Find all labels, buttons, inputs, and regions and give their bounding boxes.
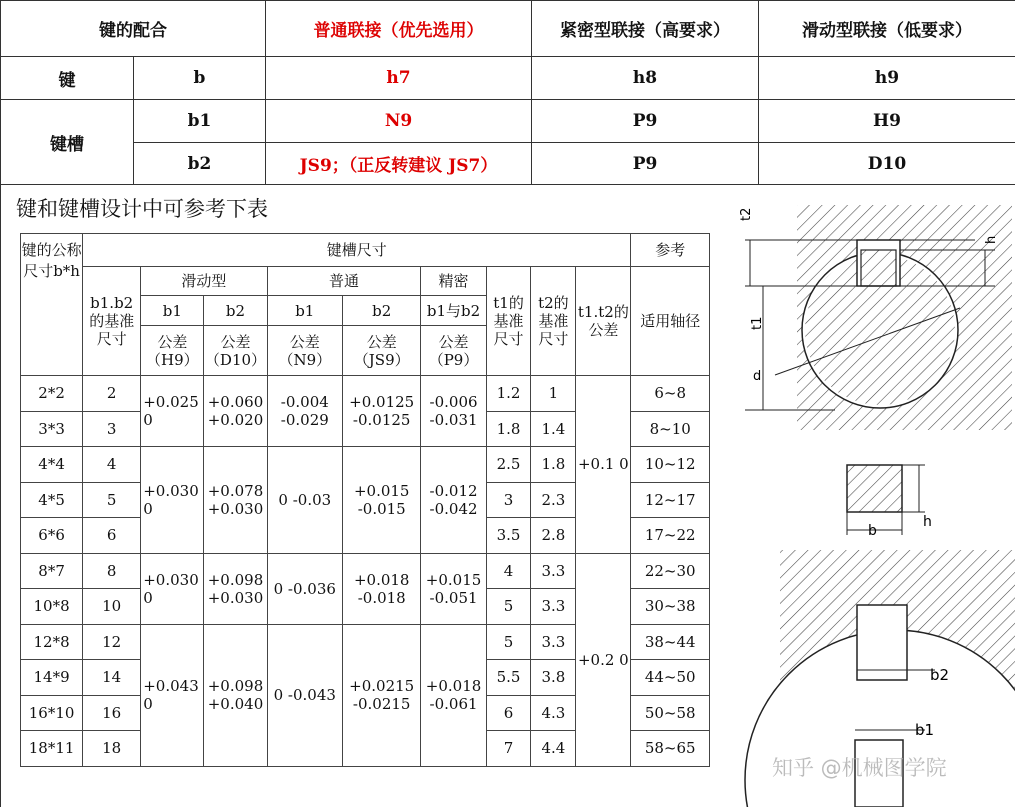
cell: 7 <box>486 731 531 767</box>
sub-b2: b2 <box>342 296 420 326</box>
cell: 2 <box>83 376 141 412</box>
cell: H9 <box>759 100 1015 143</box>
cell: b1 <box>134 100 266 143</box>
sub-b1b2: b1与b2 <box>421 296 486 326</box>
cell: 38~44 <box>631 624 710 660</box>
sub-b2: b2 <box>204 296 267 326</box>
tol-d10: 公差（D10） <box>204 326 267 376</box>
cell: 3.5 <box>486 518 531 554</box>
col-shaft: 适用轴径 <box>631 267 710 376</box>
cell: 6 <box>83 518 141 554</box>
label-h: h <box>984 235 999 244</box>
header-tight: 紧密型联接（高要求） <box>532 1 759 57</box>
label-t1: t1 <box>750 316 765 330</box>
cell: 4 <box>83 447 141 483</box>
tol-n9: 公差（N9） <box>267 326 342 376</box>
cell: b <box>134 57 266 100</box>
col-t2: t2的基准尺寸 <box>531 267 576 376</box>
header-normal: 普通联接（优先选用） <box>266 1 532 57</box>
cell: D10 <box>759 143 1015 185</box>
cell: 22~30 <box>631 553 710 589</box>
cell: h8 <box>532 57 759 100</box>
cell: +0.098 +0.040 <box>204 624 267 766</box>
cell: 50~58 <box>631 695 710 731</box>
keyway-diagram <box>735 190 1015 807</box>
cell: 5 <box>83 482 141 518</box>
cell: 3.3 <box>531 624 576 660</box>
row-slot-label: 键槽 <box>1 100 134 185</box>
cell: 17~22 <box>631 518 710 554</box>
cell: 3.3 <box>531 589 576 625</box>
cell: N9 <box>266 100 532 143</box>
cell: +0.078 +0.030 <box>204 447 267 554</box>
label-t2: t2 <box>739 207 754 221</box>
cell: 3 <box>486 482 531 518</box>
group-tight: 精密 <box>421 267 486 296</box>
fit-table <box>0 0 1015 185</box>
cell: +0.015 -0.051 <box>421 553 486 624</box>
cell: +0.018 -0.018 <box>342 553 420 624</box>
cell: +0.0125 -0.0125 <box>342 376 420 447</box>
cell: +0.0215 -0.0215 <box>342 624 420 766</box>
cell: 12 <box>83 624 141 660</box>
cell: -0.012 -0.042 <box>421 447 486 554</box>
cell: 14*9 <box>21 660 83 696</box>
cell: +0.043 0 <box>141 624 204 766</box>
cell: 4.4 <box>531 731 576 767</box>
sub-b1: b1 <box>141 296 204 326</box>
cell: +0.030 0 <box>141 553 204 624</box>
cell: -0.006 -0.031 <box>421 376 486 447</box>
col-slot-dim: 键槽尺寸 <box>83 234 631 267</box>
cell: 5 <box>486 589 531 625</box>
cell: JS9；（正反转建议 JS7） <box>266 143 532 185</box>
shaft-section-figure <box>739 205 1012 430</box>
tol-js9: 公差（JS9） <box>342 326 420 376</box>
header-slide: 滑动型联接（低要求） <box>759 1 1015 57</box>
col-t1: t1的基准尺寸 <box>486 267 531 376</box>
cell: 8*7 <box>21 553 83 589</box>
cell: 1 <box>531 376 576 412</box>
cell: +0.018 -0.061 <box>421 624 486 766</box>
cell: +0.015 -0.015 <box>342 447 420 554</box>
cell: 44~50 <box>631 660 710 696</box>
key-dimension-table <box>20 233 710 767</box>
cell: 5.5 <box>486 660 531 696</box>
cell: 10*8 <box>21 589 83 625</box>
cell: 6~8 <box>631 376 710 412</box>
cell: h9 <box>759 57 1015 100</box>
cell: 6 <box>486 695 531 731</box>
cell: 4*4 <box>21 447 83 483</box>
cell: h7 <box>266 57 532 100</box>
cell: 1.2 <box>486 376 531 412</box>
cell: P9 <box>532 143 759 185</box>
cell: 1.8 <box>486 411 531 447</box>
label-b1: b1 <box>915 721 935 739</box>
cell: +0.098 +0.030 <box>204 553 267 624</box>
cell: +0.2 0 <box>576 553 631 766</box>
cell: 16 <box>83 695 141 731</box>
cell: 12~17 <box>631 482 710 518</box>
cell: 2.5 <box>486 447 531 483</box>
col-key-size: 键的公称尺寸b*h <box>21 234 83 376</box>
watermark: 知乎 @机械图学院 <box>772 756 947 780</box>
cell: 3*3 <box>21 411 83 447</box>
label-d: d <box>753 369 762 384</box>
cell: 4 <box>486 553 531 589</box>
cell: 0 -0.043 <box>267 624 342 766</box>
cell: 6*6 <box>21 518 83 554</box>
cell: 1.8 <box>531 447 576 483</box>
cell: 14 <box>83 660 141 696</box>
section-title: 键和键槽设计中可参考下表 <box>16 197 268 221</box>
label-b: b <box>868 523 877 539</box>
cell: 2*2 <box>21 376 83 412</box>
cell: 1.4 <box>531 411 576 447</box>
col-base-size: b1.b2的基准尺寸 <box>83 267 141 376</box>
cell: 18 <box>83 731 141 767</box>
sub-b1: b1 <box>267 296 342 326</box>
key-section-figure <box>847 465 932 539</box>
header-fit: 键的配合 <box>1 1 266 57</box>
table-row <box>21 376 710 412</box>
cell: 8~10 <box>631 411 710 447</box>
cell: +0.060 +0.020 <box>204 376 267 447</box>
group-normal: 普通 <box>267 267 421 296</box>
cell: 30~38 <box>631 589 710 625</box>
cell: 0 -0.03 <box>267 447 342 554</box>
label-h2: h <box>923 514 932 530</box>
col-ref: 参考 <box>631 234 710 267</box>
group-slide: 滑动型 <box>141 267 267 296</box>
cell: 58~65 <box>631 731 710 767</box>
cell: +0.1 0 <box>576 376 631 554</box>
cell: 0 -0.036 <box>267 553 342 624</box>
cell: b2 <box>134 143 266 185</box>
cell: 8 <box>83 553 141 589</box>
table-row <box>21 553 710 589</box>
col-t1t2-tol: t1.t2的公差 <box>576 267 631 376</box>
cell: 16*10 <box>21 695 83 731</box>
tol-p9: 公差（P9） <box>421 326 486 376</box>
cell: 5 <box>486 624 531 660</box>
cell: P9 <box>532 100 759 143</box>
row-key-label: 键 <box>1 57 134 100</box>
cell: +0.025 0 <box>141 376 204 447</box>
label-b2: b2 <box>930 666 950 684</box>
tol-h9: 公差（H9） <box>141 326 204 376</box>
cell: 12*8 <box>21 624 83 660</box>
cell: 18*11 <box>21 731 83 767</box>
cell: -0.004 -0.029 <box>267 376 342 447</box>
cell: 3 <box>83 411 141 447</box>
cell: 3.8 <box>531 660 576 696</box>
cell: 10~12 <box>631 447 710 483</box>
cell: 10 <box>83 589 141 625</box>
cell: 4.3 <box>531 695 576 731</box>
cell: 2.3 <box>531 482 576 518</box>
cell: +0.030 0 <box>141 447 204 554</box>
cell: 3.3 <box>531 553 576 589</box>
cell: 4*5 <box>21 482 83 518</box>
cell: 2.8 <box>531 518 576 554</box>
